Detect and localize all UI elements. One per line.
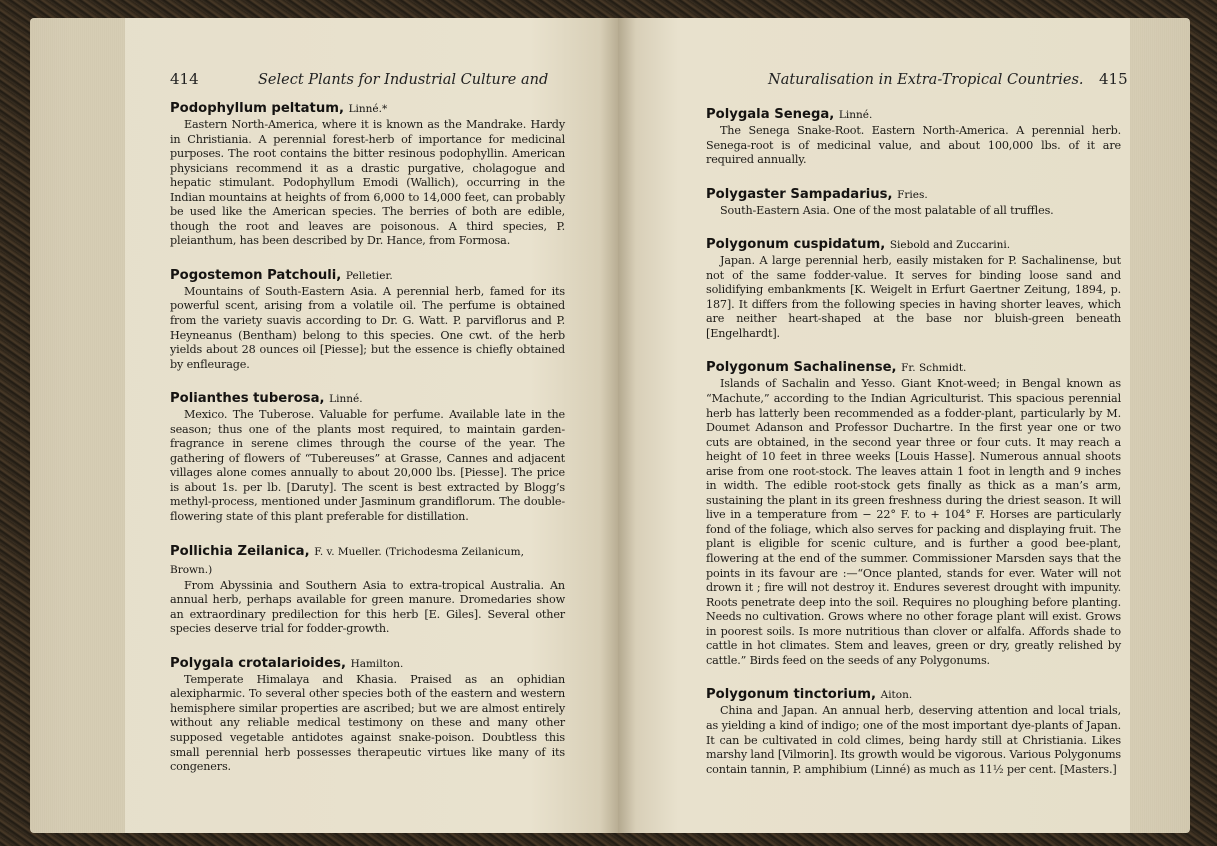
entry-name: Podophyllum peltatum, bbox=[170, 101, 344, 116]
left-column bbox=[170, 100, 565, 793]
entry-authority: Linné. bbox=[329, 393, 363, 406]
entry-authority: Siebold and Zuccarini. bbox=[889, 239, 1011, 252]
right-page-edges bbox=[1130, 18, 1190, 833]
entry-pollichia bbox=[170, 543, 565, 637]
left-page bbox=[30, 18, 618, 833]
left-page-number: 414 bbox=[170, 70, 199, 88]
entry-name: Polianthes tuberosa, bbox=[170, 391, 325, 407]
entry-text: Japan. A large perennial herb, easily mistaken for P. Sachalinense, but not of the same fodder-value. It serves for binding loose sand and solidifying embankments [K. Weigelt in Erfurt Gaertner Zeitung, 1894, p. 187]. It differs from the following species in having shorter leaves, which are neither heart-shaped at the base nor bluish-green beneath [Engelhardt]. bbox=[706, 254, 1121, 340]
entry-name: Pogostemon Patchouli, bbox=[170, 267, 342, 283]
entry-name: Pollichia Zeilanica, bbox=[170, 543, 310, 559]
left-running-head: Select Plants for Industrial Culture and bbox=[258, 72, 549, 88]
entry-authority: Fries. bbox=[897, 188, 928, 201]
entry-authority: Linné. bbox=[838, 109, 873, 121]
entry-text: China and Japan. An annual herb, deserving attention and local trials, as yielding a kind of indigo; one of the most important dye-plants of Japan. It can be cultivated in cold climes, being hardy still at Christiania. Likes marshy land [Vilmorin]. Its growth would be vigorous. Various Polygonums contain tannin, P. amphibium (Linné) as much as 11½ per cent. [Masters.] bbox=[706, 704, 1121, 776]
left-page-edges bbox=[30, 18, 125, 833]
entry-authority: Pelletier. bbox=[345, 269, 393, 282]
entry-pogostemon bbox=[170, 267, 565, 372]
entry-polygonum-sachalinense bbox=[706, 359, 1121, 668]
entry-name: Polygonum Sachalinense, bbox=[706, 360, 897, 376]
right-column bbox=[706, 106, 1121, 795]
right-page-number: 415 bbox=[1099, 70, 1128, 88]
entry-authority: Linné.* bbox=[348, 103, 388, 115]
right-page bbox=[618, 18, 1190, 833]
entry-name: Polygonum tinctorium, bbox=[706, 687, 877, 703]
entry-authority: F. v. Mueller. (Trichodesma Zeilanicum, Brown.) bbox=[170, 545, 524, 576]
entry-text: From Abyssinia and Southern Asia to extra-tropical Australia. An annual herb, perhaps available for green manure. Dromedaries show an extraordinary predilection for this herb [E. Giles]. Several other species deserve trial for fodder-growth. bbox=[170, 578, 565, 636]
entry-name: Polygala crotalarioides, bbox=[170, 655, 347, 671]
entry-polygala-crotalarioides bbox=[170, 655, 565, 775]
entry-text: Mexico. The Tuberose. Valuable for perfume. Available late in the season; thus one of the plants most required, to maintain garden-fragrance in serene climes through the course of the year. The gathering of flowers of “Tubereuses” at Grasse, Cannes and adjacent villages alone comes annually to about 20,000 lbs. [Piesse]. The price is about 1s. per lb. [Daruty]. The scent is best extracted by Blogg’s methyl-process, mentioned under Jasminum grandiflorum. The double-flowering state of this plant preferable for distillation. bbox=[170, 408, 565, 524]
entry-text: Eastern North-America, where it is known as the Mandrake. Hardy in Christiania. A perennial forest-herb of importance for medicinal purposes. The root contains the bitter resinous podophyllin. American physicians recommend it as a drastic purgative, cholagogue and hepatic stimulant. Podophyllum Emodi (Wallich), occurring in the Indian mountains at heights of from 6,000 to 14,000 feet, can probably be used like the American species. The berries of both are edible, though the root and leaves are poisonous. A third species, P. pleianthum, has been described by Dr. Hance, from Formosa. bbox=[170, 118, 565, 248]
entry-podophyllum bbox=[170, 100, 565, 249]
entry-name: Polygaster Sampadarius, bbox=[706, 186, 893, 202]
entry-polygonum-cuspidatum bbox=[706, 236, 1121, 341]
entry-authority: Hamilton. bbox=[350, 657, 404, 670]
entry-text: The Senega Snake-Root. Eastern North-America. A perennial herb. Senega-root is of medicinal value, and about 100,000 lbs. of it are required annually. bbox=[706, 124, 1121, 167]
entry-authority: Aiton. bbox=[880, 689, 913, 702]
right-running-head: Naturalisation in Extra-Tropical Countries. bbox=[768, 72, 1084, 88]
entry-name: Polygala Senega, bbox=[706, 107, 835, 122]
entry-polygaster bbox=[706, 186, 1121, 219]
entry-text: Islands of Sachalin and Yesso. Giant Knot-weed; in Bengal known as “Machute,” according to the Indian Agriculturist. This spacious perennial herb has latterly been recommended as a fodder-plant, particularly by M. Doumet Adanson and Professor Duchartre. In the first year one or two cuts are obtained, in the second year three or four cuts. It may reach a height of 10 feet in three weeks [Louis Hasse]. Numerous annual shoots arise from one root-stock. The leaves attain 1 foot in length and 9 inches in width. The edible root-stock gets finally as thick as a man’s arm, sustaining the plant in its green freshness during the driest season. It will live in a temperature from − 22° F. to + 104° F. Horses are particularly fond of the foliage, which also serves for packing and displaying fruit. The plant is eligible for scenic culture, and is further a good bee-plant, flowering at the end of the summer. Commissioner Marsden says that the points in its favour are :—“Once planted, stands for ever. Water will not drown it ; fire will not destroy it. Endures severest drought with impunity. Roots penetrate deep into the soil. Requires no ploughing before planting. Needs no cultivation. Grows where no other forage plant will exist. Grows in poorest soils. Is more nutritious than clover or alfalfa. Affords shade to cattle in hot climates. Stem and leaves, green or dry, greatly relished by cattle.” Birds feed on the seeds of any Polygonums. bbox=[706, 377, 1121, 667]
entry-polygonum-tinctorium bbox=[706, 686, 1121, 777]
entry-text: Temperate Himalaya and Khasia. Praised as an ophidian alexipharmic. To several other species both of the eastern and western hemisphere similar properties are ascribed; but we are almost entirely without any reliable medical testimony on these and many other supposed vegetable antidotes against snake-poison. Doubtless this small perennial herb possesses therapeutic virtues like many of its congeners. bbox=[170, 672, 565, 774]
entry-text: Mountains of South-Eastern Asia. A perennial herb, famed for its powerful scent, arising from a volatile oil. The perfume is obtained from the variety suavis according to Dr. G. Watt. P. parviflorus and P. Heyneanus (Bentham) belong to this species. One cwt. of the herb yields about 28 ounces oil [Piesse]; but the essence is chiefly obtained by enfleurage. bbox=[170, 284, 565, 371]
entry-polianthes bbox=[170, 390, 565, 524]
entry-text: South-Eastern Asia. One of the most palatable of all truffles. bbox=[720, 203, 1054, 217]
entry-name: Polygonum cuspidatum, bbox=[706, 237, 886, 253]
open-book bbox=[30, 18, 1190, 833]
entry-polygala-senega bbox=[706, 106, 1121, 168]
entry-authority: Fr. Schmidt. bbox=[901, 362, 967, 375]
